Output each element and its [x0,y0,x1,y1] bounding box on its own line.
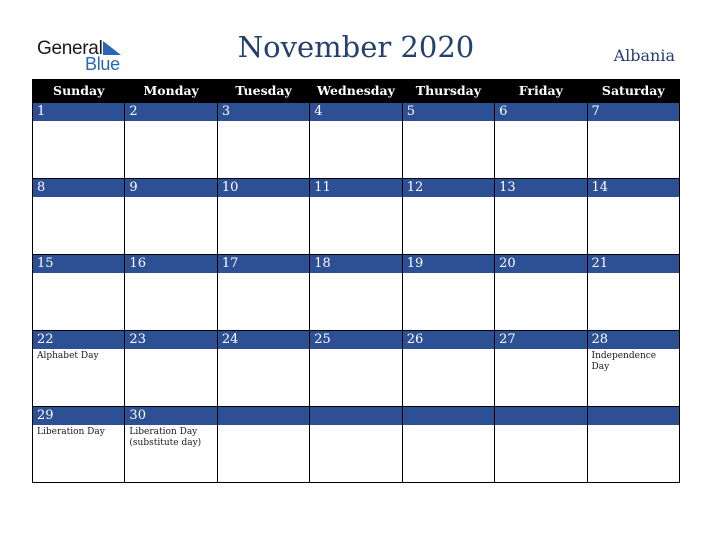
holiday-list [588,273,679,277]
day-cell [310,331,402,407]
day-cell [125,103,217,179]
day-number: 24 [218,331,309,349]
day-number: 30 [125,407,216,425]
week-row [33,331,680,407]
holiday-list [218,425,309,429]
day-cell [217,179,309,255]
day-cell [310,103,402,179]
day-cell [310,255,402,331]
holiday-list [403,197,494,201]
weekday-header: Thursday [402,79,494,103]
day-number: 11 [310,179,401,197]
holiday-label: Independence Day [591,351,657,372]
day-number: 19 [403,255,494,273]
weekday-header: Friday [495,79,587,103]
day-number [310,407,401,425]
day-number: 9 [125,179,216,197]
weekday-header-row [33,79,680,103]
calendar-grid [32,79,680,483]
day-number: 14 [588,179,679,197]
day-number: 6 [495,103,586,121]
day-number: 5 [403,103,494,121]
day-cell [495,255,587,331]
holiday-list [125,349,216,353]
holiday-list [588,121,679,125]
holiday-list [588,425,679,429]
holiday-list [218,273,309,277]
holiday-list [403,425,494,429]
day-cell [33,331,125,407]
holiday-list [125,197,216,201]
day-cell [587,179,679,255]
holiday-list [495,425,586,429]
day-cell [402,179,494,255]
day-cell [587,255,679,331]
day-number: 2 [125,103,216,121]
holiday-list [310,197,401,201]
day-cell [495,407,587,483]
day-number: 29 [33,407,124,425]
day-cell [402,103,494,179]
day-number: 17 [218,255,309,273]
weekday-header: Sunday [33,79,125,103]
day-number [588,407,679,425]
day-cell [125,255,217,331]
week-row [33,179,680,255]
holiday-label: Liberation Day (substitute day) [129,427,202,448]
country-label: Albania [613,46,675,65]
logo-text-blue: Blue [85,54,120,74]
day-number: 10 [218,179,309,197]
day-cell [33,255,125,331]
day-number: 28 [588,331,679,349]
holiday-list [310,273,401,277]
day-cell [402,255,494,331]
calendar-body [33,103,680,483]
day-number: 3 [218,103,309,121]
day-number: 21 [588,255,679,273]
logo-text-general: General [37,38,103,59]
weekday-header: Tuesday [217,79,309,103]
day-number: 1 [33,103,124,121]
day-number: 23 [125,331,216,349]
holiday-list [495,349,586,353]
holiday-list [495,121,586,125]
day-number: 8 [33,179,124,197]
day-cell [310,179,402,255]
holiday-list [403,273,494,277]
day-cell [217,255,309,331]
holiday-list [218,121,309,125]
day-number: 26 [403,331,494,349]
holiday-list [218,197,309,201]
day-cell [33,103,125,179]
holiday-list [33,197,124,201]
day-cell [402,331,494,407]
holiday-list [495,273,586,277]
day-cell [217,407,309,483]
day-cell [587,407,679,483]
weekday-header: Wednesday [310,79,402,103]
day-cell [125,407,217,483]
holiday-list [33,349,124,364]
day-cell [125,331,217,407]
day-cell [495,331,587,407]
holiday-list [310,349,401,353]
holiday-list [125,425,216,451]
week-row [33,407,680,483]
holiday-list [588,349,679,375]
day-cell [33,179,125,255]
day-number [403,407,494,425]
holiday-list [495,197,586,201]
day-cell [125,179,217,255]
holiday-list [310,121,401,125]
holiday-list [33,121,124,125]
holiday-list [403,349,494,353]
holiday-list [588,197,679,201]
day-cell [587,103,679,179]
day-cell [495,103,587,179]
day-number [495,407,586,425]
holiday-list [403,121,494,125]
day-number: 15 [33,255,124,273]
day-number [218,407,309,425]
day-cell [217,103,309,179]
day-number: 7 [588,103,679,121]
holiday-list [33,273,124,277]
holiday-list [125,121,216,125]
day-cell [587,331,679,407]
day-cell [495,179,587,255]
holiday-label: Liberation Day [37,427,105,437]
holiday-list [33,425,124,440]
week-row [33,255,680,331]
day-number: 20 [495,255,586,273]
holiday-list [310,425,401,429]
day-number: 16 [125,255,216,273]
holiday-list [125,273,216,277]
day-cell [402,407,494,483]
day-number: 25 [310,331,401,349]
day-number: 12 [403,179,494,197]
day-number: 22 [33,331,124,349]
weekday-header: Saturday [587,79,679,103]
day-cell [310,407,402,483]
holiday-label: Alphabet Day [37,351,99,361]
day-cell [217,331,309,407]
weekday-header: Monday [125,79,217,103]
holiday-list [218,349,309,353]
day-cell [33,407,125,483]
day-number: 13 [495,179,586,197]
page-title: November 2020 [237,30,475,64]
day-number: 27 [495,331,586,349]
week-row [33,103,680,179]
day-number: 4 [310,103,401,121]
day-number: 18 [310,255,401,273]
